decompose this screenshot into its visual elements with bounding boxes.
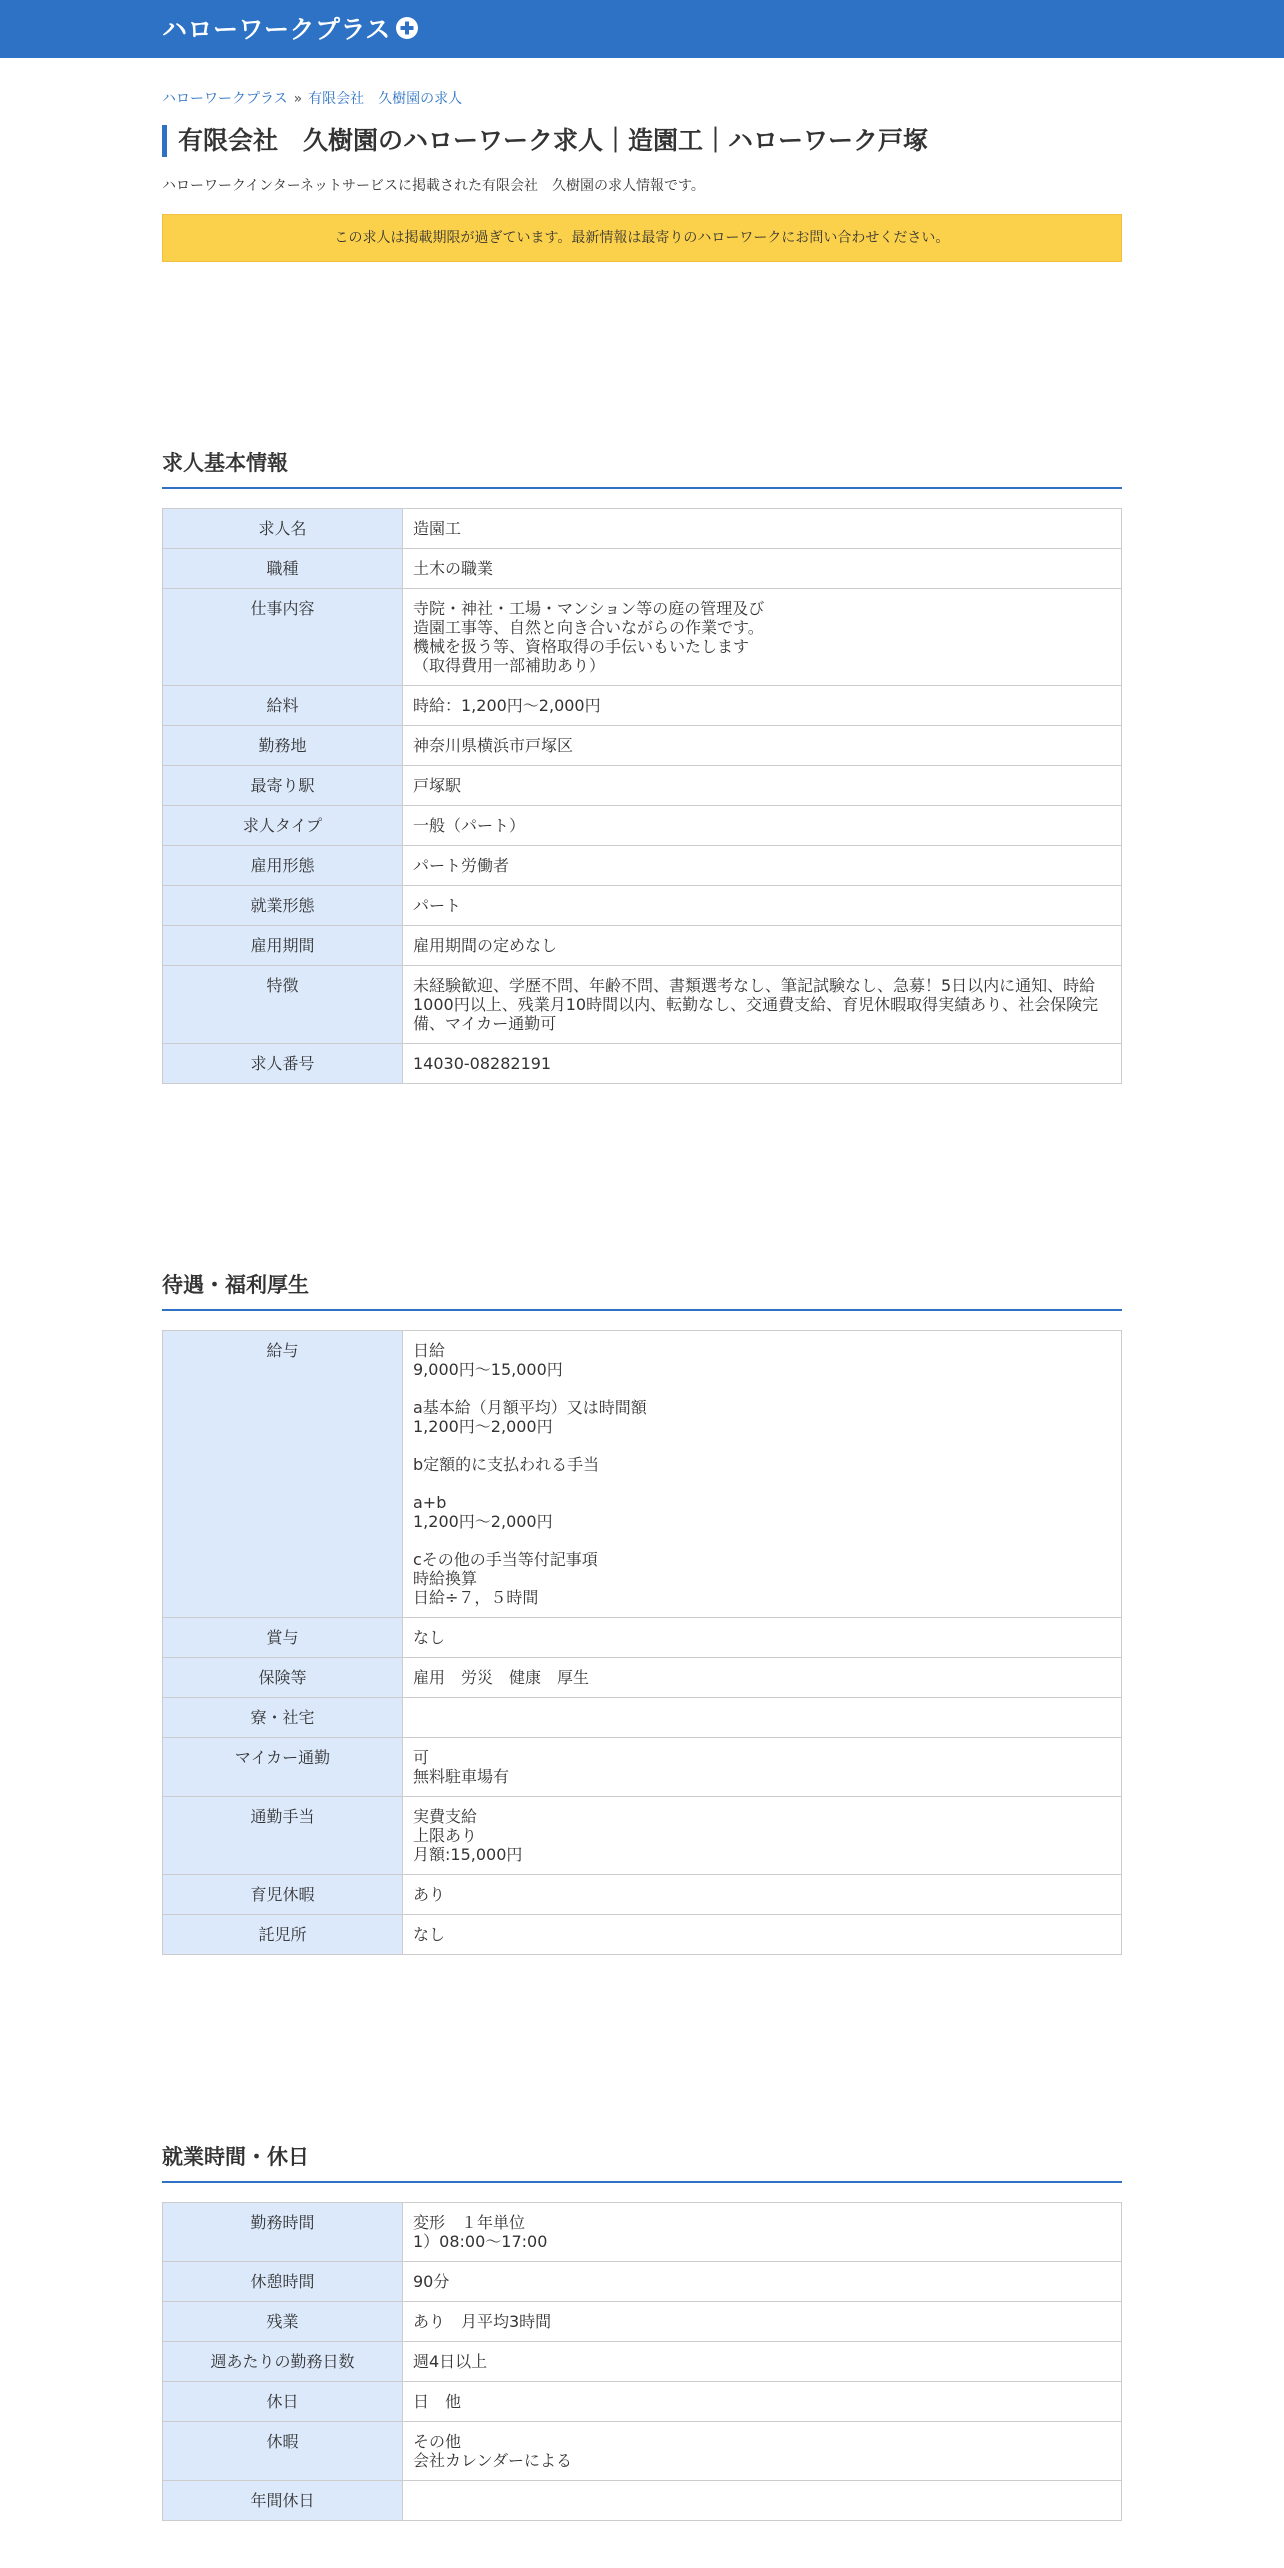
- table-row: [163, 2302, 1122, 2342]
- table-row: [163, 1044, 1122, 1084]
- row-value: 未経験歓迎、学歴不問、年齢不問、書類選考なし、筆記試験なし、急募！5日以内に通知、時給1000円以上、残業月10時間以内、転勤なし、交通費支給、育児休暇取得実績あり、社会保険完備、マイカー通勤可: [403, 966, 1122, 1044]
- breadcrumb-separator: »: [293, 91, 303, 107]
- table-row: [163, 1331, 1122, 1618]
- row-value: あり 月平均3時間: [403, 2302, 1122, 2342]
- row-value: 日 他: [403, 2382, 1122, 2422]
- table-row: [163, 926, 1122, 966]
- hours-rows: [163, 2203, 1122, 2521]
- table-row: [163, 1698, 1122, 1738]
- row-value: 可 無料駐車場有: [403, 1738, 1122, 1797]
- row-label: 残業: [163, 2302, 403, 2342]
- expired-notice-banner: この求人は掲載期限が過ぎています。最新情報は最寄りのハローワークにお問い合わせください。: [162, 214, 1122, 262]
- row-value: 一般（パート）: [403, 806, 1122, 846]
- row-value: 戸塚駅: [403, 766, 1122, 806]
- welfare-table: [162, 1330, 1122, 1955]
- table-row: [163, 966, 1122, 1044]
- table-row: [163, 589, 1122, 686]
- table-row: [163, 2262, 1122, 2302]
- table-row: [163, 1875, 1122, 1915]
- table-row: [163, 1915, 1122, 1955]
- table-row: [163, 806, 1122, 846]
- row-value: 90分: [403, 2262, 1122, 2302]
- row-value: パート: [403, 886, 1122, 926]
- table-row: [163, 846, 1122, 886]
- row-value: 日給 9,000円～15,000円 a基本給（月額平均）又は時間額 1,200円～2,000円 b定額的に支払われる手当 a+b 1,200円～2,000円 cその他の手当等付記事項 時給換算 日給÷７，５時間: [403, 1331, 1122, 1618]
- section-title-basic: 求人基本情報: [162, 449, 1122, 489]
- plus-circle-icon: [395, 16, 419, 40]
- logo-text: ハローワークプラス: [162, 15, 391, 44]
- table-row: [163, 886, 1122, 926]
- table-row: [163, 766, 1122, 806]
- row-value: 時給：1,200円～2,000円: [403, 686, 1122, 726]
- breadcrumb-current-link[interactable]: 有限会社 久樹園の求人: [308, 91, 463, 107]
- row-label: 求人名: [163, 509, 403, 549]
- row-label: 年間休日: [163, 2481, 403, 2521]
- row-label: 休日: [163, 2382, 403, 2422]
- table-row: [163, 2422, 1122, 2481]
- row-value: 造園工: [403, 509, 1122, 549]
- row-label: 職種: [163, 549, 403, 589]
- table-row: [163, 2481, 1122, 2521]
- row-value: [403, 1698, 1122, 1738]
- row-label: 賞与: [163, 1618, 403, 1658]
- row-value: なし: [403, 1618, 1122, 1658]
- row-label: 仕事内容: [163, 589, 403, 686]
- row-value: 神奈川県横浜市戸塚区: [403, 726, 1122, 766]
- row-label: 雇用形態: [163, 846, 403, 886]
- row-label: 休暇: [163, 2422, 403, 2481]
- table-row: [163, 2203, 1122, 2262]
- row-label: 雇用期間: [163, 926, 403, 966]
- row-value: 実費支給 上限あり 月額:15,000円: [403, 1797, 1122, 1875]
- row-label: 特徴: [163, 966, 403, 1044]
- welfare-rows: [163, 1331, 1122, 1955]
- row-label: 寮・社宅: [163, 1698, 403, 1738]
- row-label: 求人番号: [163, 1044, 403, 1084]
- row-value: 雇用 労災 健康 厚生: [403, 1658, 1122, 1698]
- row-label: 勤務時間: [163, 2203, 403, 2262]
- table-row: [163, 549, 1122, 589]
- site-logo[interactable]: [162, 11, 419, 45]
- row-value: 土木の職業: [403, 549, 1122, 589]
- page-title: 有限会社 久樹園のハローワーク求人｜造園工｜ハローワーク戸塚: [162, 125, 1122, 157]
- row-label: 給料: [163, 686, 403, 726]
- row-label: 週あたりの勤務日数: [163, 2342, 403, 2382]
- row-value: パート労働者: [403, 846, 1122, 886]
- table-row: [163, 2342, 1122, 2382]
- breadcrumb-home-link[interactable]: ハローワークプラス: [162, 91, 288, 107]
- section-title-welfare: 待遇・福利厚生: [162, 1271, 1122, 1311]
- row-label: 就業形態: [163, 886, 403, 926]
- row-value: なし: [403, 1915, 1122, 1955]
- section-title-hours: 就業時間・休日: [162, 2143, 1122, 2183]
- breadcrumb: [162, 88, 462, 108]
- row-label: 通勤手当: [163, 1797, 403, 1875]
- hours-table: [162, 2202, 1122, 2521]
- table-row: [163, 1738, 1122, 1797]
- table-row: [163, 2382, 1122, 2422]
- row-value: 変形 １年単位 1）08:00～17:00: [403, 2203, 1122, 2262]
- basic-info-table: [162, 508, 1122, 1084]
- row-label: 勤務地: [163, 726, 403, 766]
- row-value: [403, 2481, 1122, 2521]
- row-value: 雇用期間の定めなし: [403, 926, 1122, 966]
- table-row: [163, 726, 1122, 766]
- row-value: 14030-08282191: [403, 1044, 1122, 1084]
- row-value: その他 会社カレンダーによる: [403, 2422, 1122, 2481]
- table-row: [163, 1618, 1122, 1658]
- row-label: 育児休暇: [163, 1875, 403, 1915]
- row-label: 給与: [163, 1331, 403, 1618]
- table-row: [163, 1797, 1122, 1875]
- row-label: 保険等: [163, 1658, 403, 1698]
- row-label: 最寄り駅: [163, 766, 403, 806]
- table-row: [163, 509, 1122, 549]
- row-label: 託児所: [163, 1915, 403, 1955]
- site-header: [0, 0, 1284, 58]
- intro-text: ハローワークインターネットサービスに掲載された有限会社 久樹園の求人情報です。: [162, 178, 705, 194]
- row-value: あり: [403, 1875, 1122, 1915]
- table-row: [163, 1658, 1122, 1698]
- row-label: 求人タイプ: [163, 806, 403, 846]
- basic-info-rows: [163, 509, 1122, 1084]
- row-label: 休憩時間: [163, 2262, 403, 2302]
- table-row: [163, 686, 1122, 726]
- row-label: マイカー通勤: [163, 1738, 403, 1797]
- row-value: 週4日以上: [403, 2342, 1122, 2382]
- row-value: 寺院・神社・工場・マンション等の庭の管理及び 造園工事等、自然と向き合いながらの作業です。 機械を扱う等、資格取得の手伝いもいたします （取得費用一部補助あり）: [403, 589, 1122, 686]
